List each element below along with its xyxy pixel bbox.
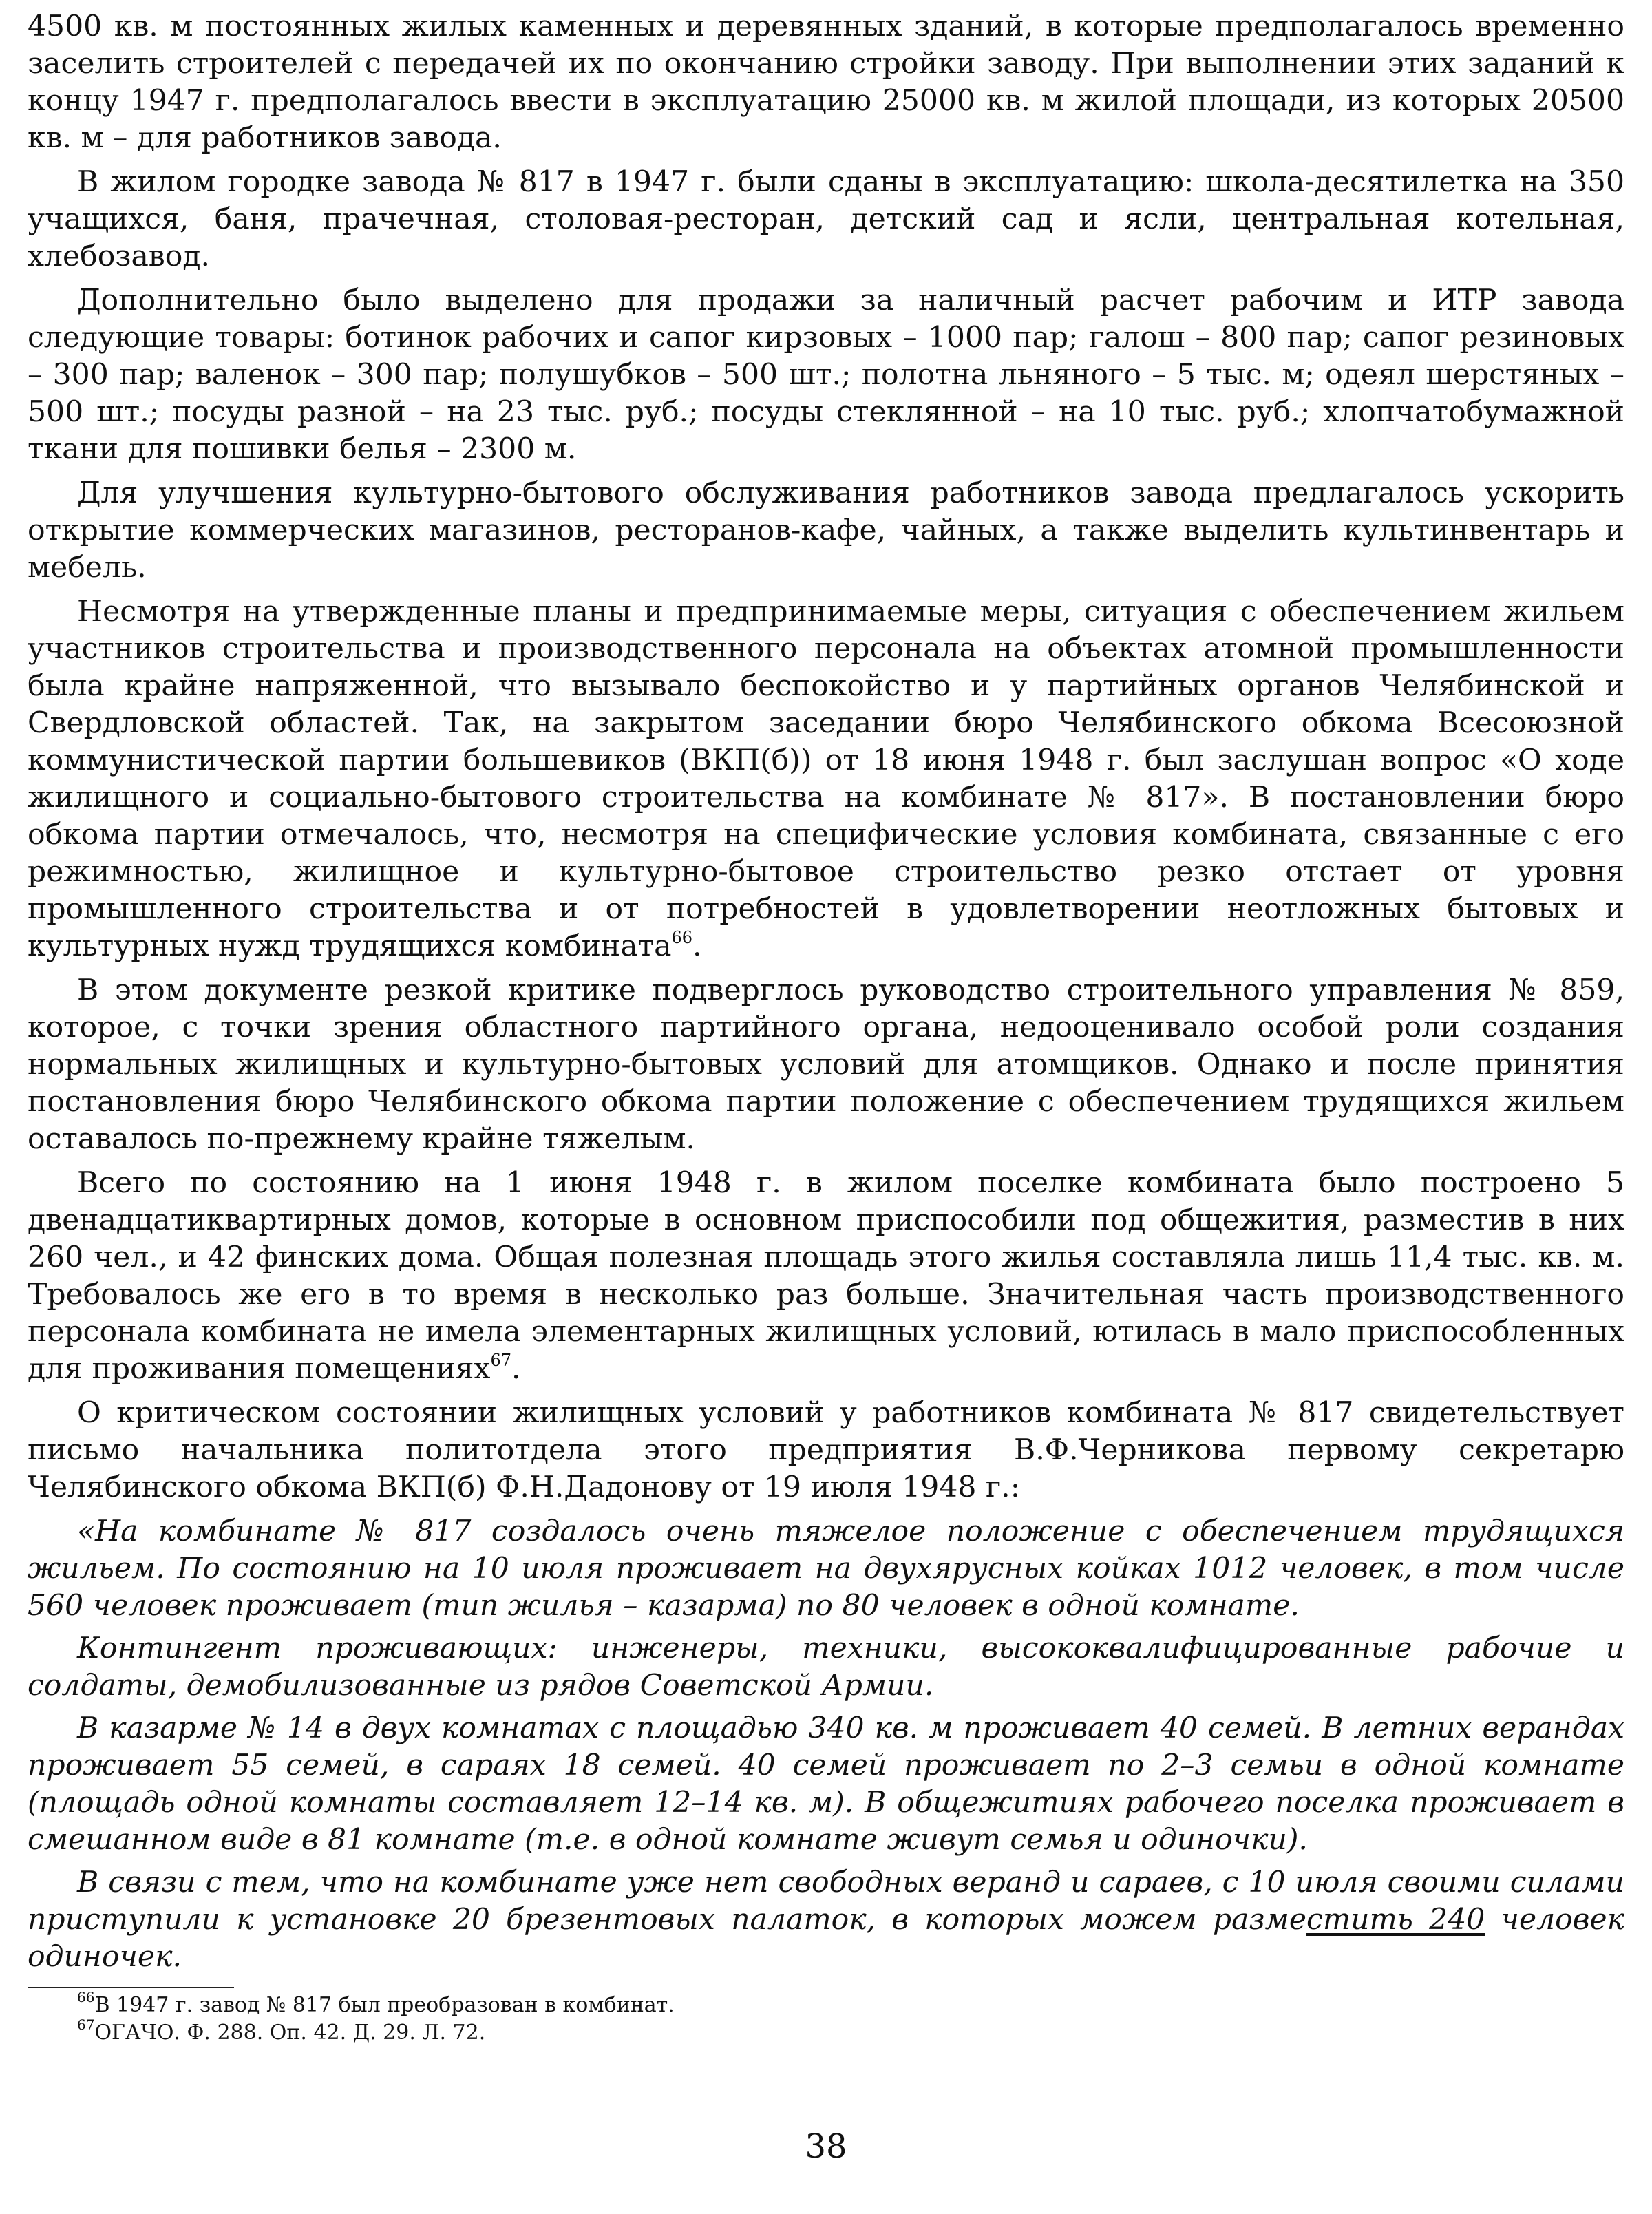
- footnote-divider: [28, 1987, 234, 1988]
- quote-paragraph: В казарме № 14 в двух комнатах с площадью 340 кв. м проживает 40 семей. В летних верандах проживает 55 семей, в сараях 18 семей. 40 семей проживает по 2–3 семьи в одной комнате (площадь одной комнаты составляет 12–14 кв. м). В общежитиях рабочего поселка проживает в смешанном виде в 81 комнате (т.е. в одной комнате живут семья и одиночки).: [28, 1711, 1624, 1857]
- footnotes: [28, 1981, 1060, 2046]
- paragraph: В жилом городке завода № 817 в 1947 г. были сданы в эксплуатацию: школа-десятилетка на 350 учащихся, баня, прачечная, столовая-ресторан, детский сад и ясли, центральная котельная, хлебозавод.: [28, 165, 1624, 273]
- quote-paragraph: Контингент проживающих: инженеры, техники, высококвалифицированные рабочие и солдаты, демобилизованные из рядов Советской Армии.: [28, 1632, 1624, 1702]
- quote-paragraph: «На комбинате № 817 создалось очень тяжелое положение с обеспечением трудящихся жильем. По состоянию на 10 июля проживает на двухярусных койках 1012 человек, в том числе 560 человек проживает (тип жилья – казарма) по 80 человек в одной комнате.: [28, 1515, 1624, 1623]
- paragraph: Несмотря на утвержденные планы и предпринимаемые меры, ситуация с обеспечением жильем участников строительства и производственного персонала на объектах атомной промышленности была крайне напряженной, что вызывало беспокойство и у партийных органов Челябинской и Свердловской областей. Так, на закрытом заседании бюро Челябинского обкома Всесоюзной коммунистической партии большевиков (ВКП(б)) от 18 июня 1948 г. был заслушан вопрос «О ходе жилищного и социально-бытового строительства на комбинате № 817». В постановлении бюро обкома партии отмечалось, что, несмотря на специфические условия комбината, связанные с его режимностью, жилищное и культурно-бытовое строительство резко отстает от уровня промышленного строительства и от потребностей в удовлетворении неотложных бытовых и культурных нужд трудящихся комбината$^{66}$.: [28, 595, 1624, 963]
- paragraph: В этом документе резкой критике подверглось руководство строительного управления № 859, которое, с точки зрения областного партийного органа, недооценивало особой роли создания нормальных жилищных и культурно-бытовых условий для атомщиков. Однако и после принятия постановления бюро Челябинского обкома партии положение с обеспечением трудящихся жильем оставалось по-прежнему крайне тяжелым.: [28, 973, 1624, 1156]
- paragraph: Всего по состоянию на 1 июня 1948 г. в жилом поселке комбината было построено 5 двенадцатиквартирных домов, которые в основном приспособили под общежития, разместив в них 260 чел., и 42 финских дома. Общая полезная площадь этого жилья составляла лишь 11,4 тыс. кв. м. Требовалось же его в то время в несколько раз больше. Значительная часть производственного персонала комбината не имела элементарных жилищных условий, ютилась в мало приспособленных для проживания помещениях$^{67}$.: [28, 1166, 1624, 1386]
- underlined-text: стить 240: [1306, 1903, 1485, 1937]
- paragraph: 4500 кв. м постоянных жилых каменных и деревянных зданий, в которые предполагалось временно заселить строителей с передачей их по окончанию стройки заводу. При выполнении этих заданий к концу 1947 г. предполагалось ввести в эксплуатацию 25000 кв. м жилой площади, из которых 20500 кв. м – для работников завода.: [28, 10, 1624, 155]
- page-number: 38: [805, 2127, 847, 2166]
- quote-paragraph: В связи с тем, что на комбинате уже нет свободных веранд и сараев, с 10 июля своими силами приступили к установке 20 брезентовых палаток, в которых можем разместить 240 человек одиночек.: [28, 1866, 1625, 1974]
- footnote-ref: 66: [671, 928, 692, 947]
- paragraph: Для улучшения культурно-бытового обслуживания работников завода предлагалось ускорить открытие коммерческих магазинов, ресторанов-кафе, чайных, а также выделить культинвентарь и мебель.: [28, 476, 1624, 584]
- paragraph: Дополнительно было выделено для продажи за наличный расчет рабочим и ИТР завода следующие товары: ботинок рабочих и сапог кирзовых – 1000 пар; галош – 800 пар; сапог резиновых – 300 пар; валенок – 300 пар; полушубков – 500 шт.; полотна льняного – 5 тыс. м; одеял шерстяных – 500 шт.; посуды разной – на 23 тыс. руб.; посуды стеклянной – на 10 тыс. руб.; хлопчатобумажной ткани для пошивки белья – 2300 м.: [28, 284, 1624, 466]
- footnote: $^{67}$ОГАЧО. Ф. 288. Оп. 42. Д. 29. Л. 72.: [77, 2016, 486, 2045]
- footnote-ref: 67: [490, 1351, 512, 1370]
- body-text: [28, 8, 1624, 1506]
- quoted-letter: [28, 1513, 1624, 1976]
- footnote: $^{66}$В 1947 г. завод № 817 был преобразован в комбинат.: [77, 1989, 675, 2017]
- paragraph: О критическом состоянии жилищных условий у работников комбината № 817 свидетельствует письмо начальника политотдела этого предприятия В.Ф.Черникова первому секретарю Челябинского обкома ВКП(б) Ф.Н.Дадонову от 19 июля 1948 г.:: [28, 1396, 1624, 1504]
